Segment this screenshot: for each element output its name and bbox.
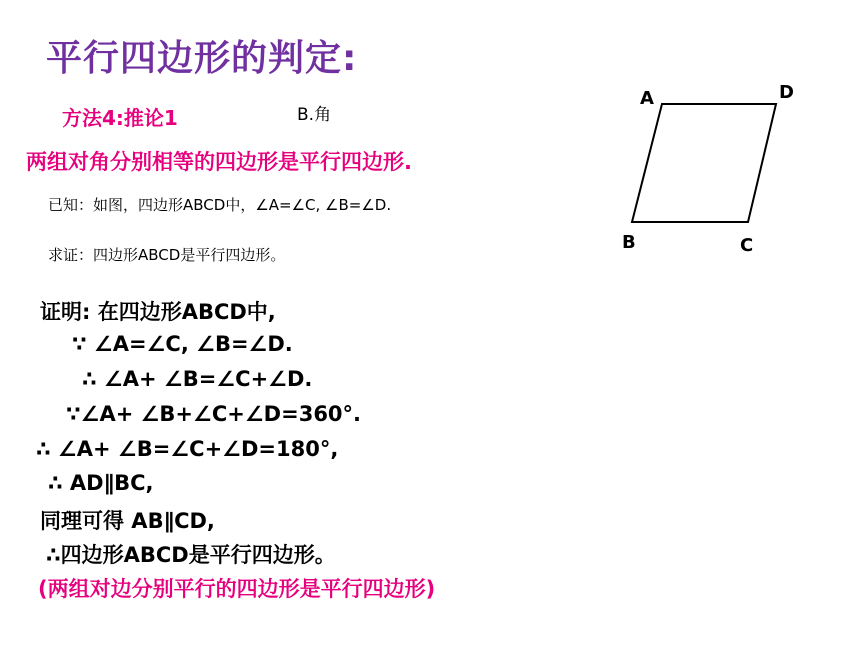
- given-statement: 已知：如图，四边形ABCD中，∠A=∠C, ∠B=∠D.: [48, 196, 392, 214]
- proof-line-6: ∴ AD∥BC,: [48, 471, 154, 495]
- proof-line-4: ∵∠A+ ∠B+∠C+∠D=360°.: [66, 402, 362, 426]
- proof-line-3: ∴ ∠A+ ∠B=∠C+∠D.: [82, 367, 313, 391]
- parallelogram-figure: [610, 78, 810, 258]
- vertex-label-b: B: [622, 232, 636, 253]
- vertex-label-d: D: [779, 82, 794, 103]
- theorem-statement: 两组对角分别相等的四边形是平行四边形.: [26, 150, 412, 174]
- page-title: 平行四边形的判定:: [46, 38, 358, 79]
- prove-statement: 求证：四边形ABCD是平行四边形。: [48, 246, 286, 264]
- proof-line-2: ∵ ∠A=∠C, ∠B=∠D.: [72, 332, 293, 356]
- proof-conclusion-note: (两组对边分别平行的四边形是平行四边形): [38, 577, 436, 601]
- method-label: 方法4:推论1: [62, 106, 178, 130]
- option-label: B.角: [297, 105, 332, 125]
- parallelogram-shape: [632, 104, 776, 222]
- proof-line-8: ∴四边形ABCD是平行四边形。: [46, 543, 336, 567]
- proof-line-7: 同理可得 AB∥CD,: [40, 509, 215, 533]
- proof-line-1: 证明: 在四边形ABCD中,: [40, 300, 276, 324]
- vertex-label-a: A: [640, 88, 654, 109]
- vertex-label-c: C: [740, 235, 754, 256]
- proof-line-5: ∴ ∠A+ ∠B=∠C+∠D=180°,: [36, 437, 339, 461]
